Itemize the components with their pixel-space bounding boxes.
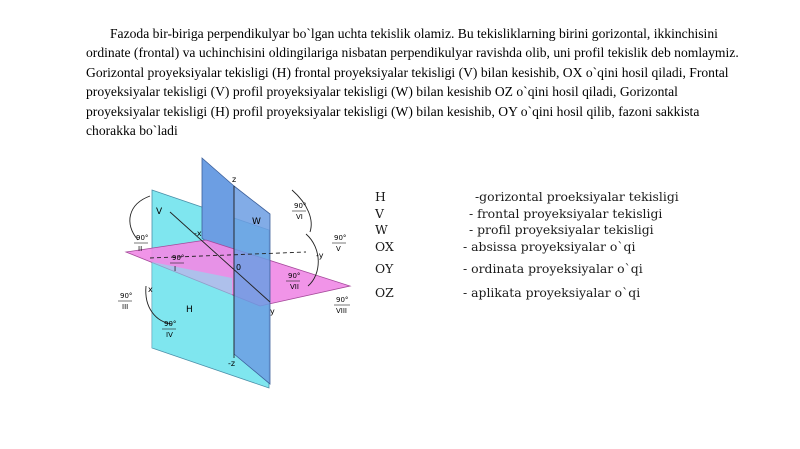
legend-description: - frontal proyeksiyalar tekisligi [469,205,663,221]
legend-description: -gorizontal proeksiyalar tekisligi [475,189,679,204]
svg-text:90°: 90° [136,234,149,242]
label-origin: 0 [236,263,242,272]
legend-symbol: OZ [375,284,394,300]
svg-text:90°: 90° [336,296,349,304]
label-neg-z: -z [228,359,236,368]
legend-symbol: H [375,189,386,204]
legend-symbol: V [375,205,384,221]
label-plane-v: V [156,207,163,217]
legend-description: - ordinata proyeksiyalar o`qi [463,260,643,276]
legend-symbol: OY [375,260,394,276]
octant-label-8 [334,296,350,315]
projection-planes-figure [110,152,360,392]
profile-plane-w-front [234,186,270,384]
svg-text:90°: 90° [164,320,177,328]
label-z: z [232,175,237,184]
label-plane-h: H [186,305,193,315]
svg-text:90°: 90° [120,292,133,300]
label-x: x [148,285,153,294]
legend-description: - aplikata proyeksiyalar o`qi [463,284,641,300]
label-neg-y: -y [316,251,324,260]
svg-text:VIII: VIII [336,307,347,315]
legend-symbol: OX [375,238,394,254]
label-neg-x: -x [194,229,202,238]
svg-text:I: I [174,265,177,273]
legend-description: - profil proyeksiyalar tekisligi [469,222,654,238]
description-paragraph: Fazoda bir-biriga perpendikulyar bo`lgan uchta tekislik olamiz. Bu tekisliklarning birini gorizontal, ikkinchisini ordinate (frontal) va uchinchisini oldingilariga nisbatan perpendikulyar ravishda olib, uni profil tekislik deb nomlaymiz. Gorizontal proyeksiyalar tekisligi (H) frontal proyeksiyalar tekisligi (V) bilan kesishib, OX o`qini hosil qiladi, Frontal proyeksiyalar tekisligi (V) profil proyeksiyalar tekisligi (W) bilan kesishib OZ o`qini hosil qiladi, Gorizontal proyeksiyalar tekisligi (H) profil proyeksiyalar tekisligi (W) bilan kesishib, OY o`qini hosil qilib, fazoni sakkista chorakka bo`ladi [86,26,739,139]
octant-label-5 [332,234,346,253]
svg-text:II: II [138,245,143,253]
label-y: y [270,307,275,316]
svg-text:90°: 90° [172,254,185,262]
legend-symbol: W [375,222,388,238]
svg-text:90°: 90° [294,202,307,210]
octant-label-3 [118,292,132,311]
octant-label-6 [292,202,306,221]
svg-text:IV: IV [166,331,173,339]
svg-text:VII: VII [290,283,299,291]
label-plane-w: W [252,217,261,227]
svg-text:VI: VI [296,213,303,221]
svg-text:90°: 90° [288,272,301,280]
svg-text:V: V [336,245,341,253]
svg-text:90°: 90° [334,234,347,242]
legend-description: - absissa proyeksiyalar o`qi [463,238,636,254]
svg-text:III: III [122,303,129,311]
